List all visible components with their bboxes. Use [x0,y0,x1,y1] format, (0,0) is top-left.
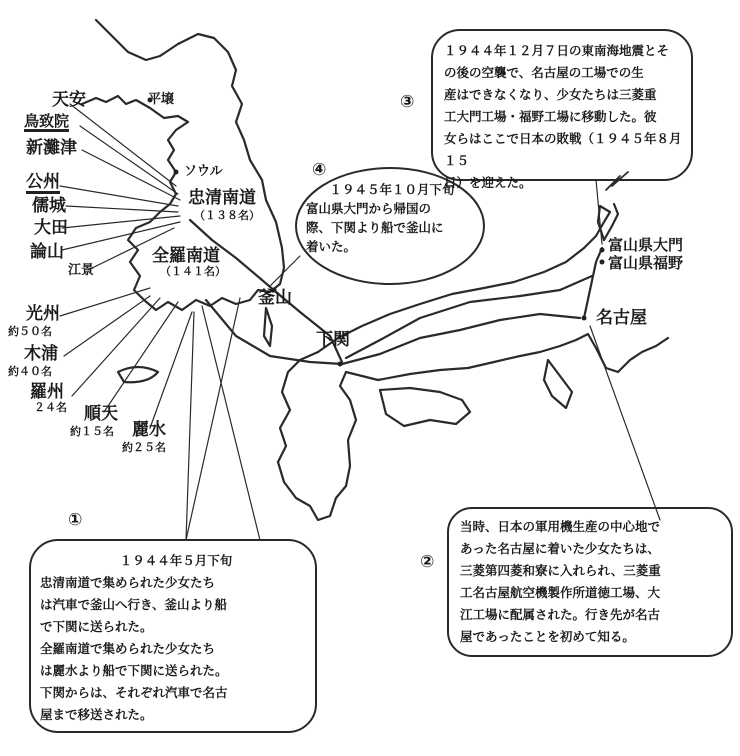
jeju-island [118,367,158,382]
label-gongju: 公州 [26,172,60,192]
box3-line5: 女らはここで日本の敗戦（１９４５年８月１５ [444,131,682,168]
box3-text [444,40,684,194]
label-seoul: ソウル [184,164,223,179]
label-mokpo-count: 約４０名 [8,365,52,378]
label-mokpo: 木浦 [24,344,58,364]
label-daejeon: 大田 [34,218,68,238]
box1-line4: 全羅南道で集められた少女たち [40,641,216,656]
label-jeonnam-count: （１４１名） [160,265,226,278]
label-gwangju: 光州 [26,304,60,324]
box3-line2: の後の空襲で、名古屋の工場での生 [444,65,644,80]
label-pyongyang: 平壌 [148,92,175,107]
kyushu-coastline [278,352,356,520]
box1-line1: 忠清南道で集められた少女たち [40,575,216,590]
box4-line3: 着いた。 [306,239,357,254]
label-naju-count: ２４名 [34,401,67,414]
kii-peninsula [544,360,572,408]
label-naju: 羅州 [30,382,64,402]
box2-line1: 当時、日本の軍用機生産の中心地で [460,519,661,534]
box2-line2: あった名古屋に着いた少女たちは、 [460,541,660,556]
label-sintanjin: 新灘津 [26,138,77,158]
label-toyama-daimon: 富山県大門 [608,236,684,254]
label-cheonan: 天安 [52,90,86,110]
box2-number: ② [420,552,435,572]
box2-line3: 三菱第四菱和寮に入れられ、三菱重 [460,563,661,578]
label-chungnam: 忠清南道 [188,188,256,208]
box4-number: ④ [312,160,327,180]
honshu-south-coastline [346,334,668,380]
box4-line2: 際、下関より船で釜山に [306,220,444,235]
box2-line6: 屋であったことを初めて知る。 [460,629,635,644]
box1-number: ① [68,510,83,530]
label-toyama-fukuno: 富山県福野 [608,254,684,272]
box1-title: １９４４年５月下旬 [119,553,233,568]
box4-line1: 富山県大門から帰国の [306,201,432,216]
box1-line3: で下関に送られた。 [40,619,153,634]
box2-line4: 工名古屋航空機製作所道徳工場、大 [460,585,661,600]
box3-line4: 工大門工場・福野工場に移動した。彼 [444,109,657,124]
label-shimonoseki: 下関 [316,330,350,350]
label-suncheon: 順天 [84,404,118,424]
label-chungnam-count: （１３８名） [194,209,260,222]
box4-title: １９４５年１０月下旬 [329,182,455,197]
label-yuseong: 儒城 [32,196,66,216]
label-yeosu-count: 約２５名 [122,441,166,454]
box2-text [460,516,726,648]
label-ganggyeong: 江景 [68,263,95,278]
box3-line3: 産はできなくなり、少女たちは三菱重 [444,87,657,102]
box2-line5: 江工場に配属された。行き先が名古 [460,607,661,622]
box1-line2: は汽車で釜山へ行き、釜山より船 [40,597,228,612]
label-nagoya: 名古屋 [596,308,647,328]
box3-line6: 日）を迎えた。 [444,175,532,190]
shikoku-coastline [380,388,470,426]
label-jeonnam: 全羅南道 [152,246,220,266]
route-shimonoseki-nagoya [342,314,580,364]
label-suncheon-count: 約１５名 [70,425,114,438]
box1-text [40,550,312,726]
box1-line5: は麗水より船で下関に送られた。 [40,663,228,678]
box3-number: ③ [400,92,415,112]
label-jochiwon: 鳥致院 [24,112,70,130]
label-busan: 釜山 [258,288,292,308]
box1-line7: 屋まで移送された。 [40,707,153,722]
tsushima-island [264,308,272,346]
box1-line6: 下関からは、それぞれ汽車で名古 [40,685,228,700]
label-nonsan: 論山 [30,242,64,262]
label-gwangju-count: 約５０名 [8,325,52,338]
label-yeosu: 麗水 [132,420,166,440]
box3-line1: １９４４年１２月７日の東南海地震とそ [444,43,670,58]
